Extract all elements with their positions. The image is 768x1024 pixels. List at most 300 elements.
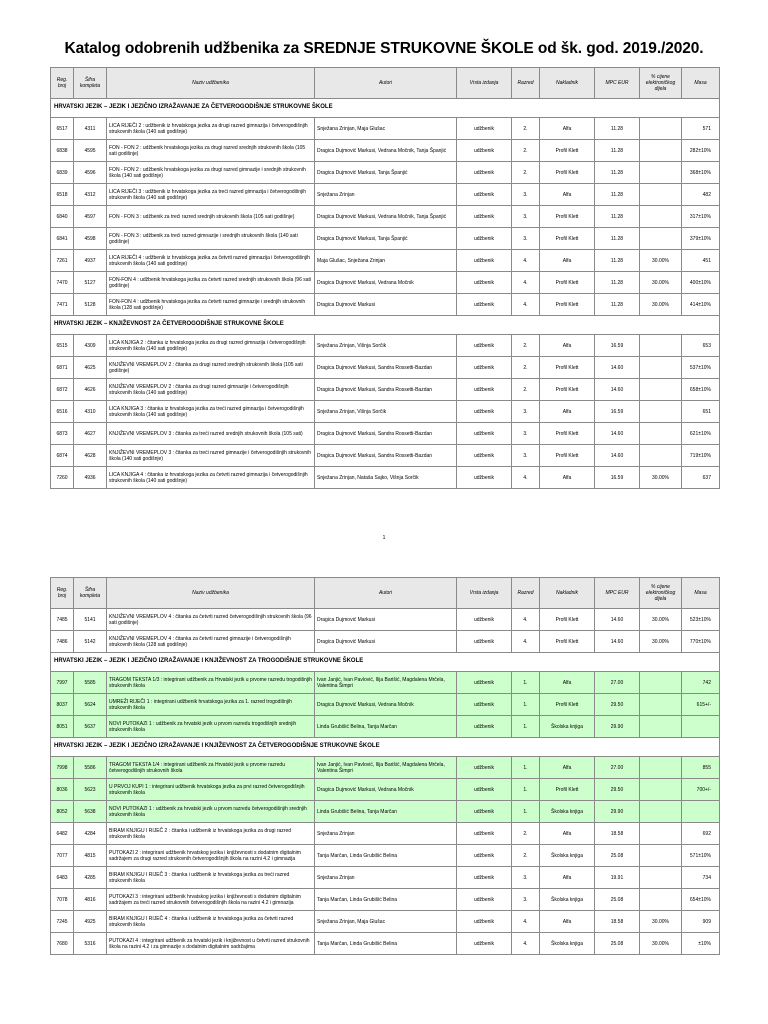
cell-vrsta: udžbenik bbox=[457, 250, 512, 272]
cell-masa: 317±10% bbox=[682, 206, 720, 228]
cell-masa bbox=[682, 801, 720, 823]
cell-masa: 400±10% bbox=[682, 272, 720, 294]
cell-razred: 3. bbox=[512, 184, 540, 206]
table-row bbox=[51, 118, 720, 140]
cell-reg-broj: 8037 bbox=[51, 694, 74, 716]
cell-autori: Dragica Dujmović Markusi, Sandra Rossetti-Bazdan bbox=[315, 379, 457, 401]
table-row bbox=[51, 206, 720, 228]
cell-autori: Snježana Zrinjan bbox=[315, 867, 457, 889]
header-sifra-kompleta: Šifra kompleta bbox=[74, 68, 107, 99]
cell-vrsta: udžbenik bbox=[457, 911, 512, 933]
header-razred: Razred bbox=[512, 68, 540, 99]
page-title: Katalog odobrenih udžbenika za SREDNJE STRUKOVNE ŠKOLE od šk. god. 2019./2020. bbox=[64, 40, 704, 57]
header-mpc: MPC EUR bbox=[595, 68, 640, 99]
cell-nakladnik: Profil Klett bbox=[540, 228, 595, 250]
cell-sifra-kompleta: 5141 bbox=[74, 609, 107, 631]
cell-naziv: PUTOKAZI 3 : integrirani udžbenik hrvatskog jezika i književnosti s dodatnim digitalnim sadržajem za treći razred strukovnih četverogodišnjih škola na razini 4.2 i gimnazija bbox=[107, 889, 315, 911]
cell-postotak: 30.00% bbox=[640, 609, 682, 631]
table-row bbox=[51, 672, 720, 694]
cell-sifra-kompleta: 4596 bbox=[74, 162, 107, 184]
cell-vrsta: udžbenik bbox=[457, 228, 512, 250]
header-row bbox=[51, 68, 720, 99]
cell-reg-broj: 7486 bbox=[51, 631, 74, 653]
cell-sifra-kompleta: 5638 bbox=[74, 801, 107, 823]
cell-vrsta: udžbenik bbox=[457, 779, 512, 801]
section-row bbox=[51, 99, 720, 118]
cell-naziv: LICA KNJIGA 2 : čitanka iz hrvatskoga jezika za drugi razred gimnazija i četverogodišnjih strukovnih škola (140 sati godišnje) bbox=[107, 335, 315, 357]
cell-nakladnik: Alfa bbox=[540, 867, 595, 889]
cell-autori: Tanja Marčan, Linda Grubišić Belina bbox=[315, 889, 457, 911]
cell-nakladnik: Profil Klett bbox=[540, 272, 595, 294]
header-vrsta: Vrsta izdanja bbox=[457, 578, 512, 609]
cell-masa: ±10% bbox=[682, 933, 720, 955]
cell-nakladnik: Alfa bbox=[540, 467, 595, 489]
cell-naziv: KNJIŽEVNI VREMEPLOV 2 : čitanka za drugi razred gimnazije i četverogodišnjih strukovnih škola (140 sati godišnje) bbox=[107, 379, 315, 401]
cell-autori: Snježana Zrinjan, Maja Glušac bbox=[315, 911, 457, 933]
cell-postotak bbox=[640, 423, 682, 445]
cell-sifra-kompleta: 4310 bbox=[74, 401, 107, 423]
cell-razred: 2. bbox=[512, 162, 540, 184]
cell-masa: 692 bbox=[682, 823, 720, 845]
cell-nakladnik: Školska knjiga bbox=[540, 845, 595, 867]
header-nakladnik: Nakladnik bbox=[540, 68, 595, 99]
cell-mpc: 19.91 bbox=[595, 867, 640, 889]
cell-vrsta: udžbenik bbox=[457, 423, 512, 445]
cell-vrsta: udžbenik bbox=[457, 184, 512, 206]
cell-autori: Linda Grubišić Belina, Tanja Marčan bbox=[315, 716, 457, 738]
cell-nakladnik: Profil Klett bbox=[540, 379, 595, 401]
table-row bbox=[51, 845, 720, 867]
cell-sifra-kompleta: 5586 bbox=[74, 757, 107, 779]
cell-reg-broj: 8052 bbox=[51, 801, 74, 823]
cell-nakladnik: Alfa bbox=[540, 823, 595, 845]
cell-reg-broj: 6838 bbox=[51, 140, 74, 162]
cell-masa: 654±10% bbox=[682, 889, 720, 911]
cell-reg-broj: 6482 bbox=[51, 823, 74, 845]
cell-reg-broj: 6840 bbox=[51, 206, 74, 228]
table-row bbox=[51, 357, 720, 379]
cell-naziv: FON - FON 2 : udžbenik hrvatskoga jezika za drugi razred srednjih strukovnih škola (105 sati godišnje) bbox=[107, 140, 315, 162]
cell-nakladnik: Profil Klett bbox=[540, 631, 595, 653]
cell-nakladnik: Školska knjiga bbox=[540, 801, 595, 823]
cell-autori: Dragica Dujmović Markusi, Vedrana Močnik bbox=[315, 779, 457, 801]
cell-masa: 700+/- bbox=[682, 779, 720, 801]
cell-mpc: 14.60 bbox=[595, 379, 640, 401]
cell-masa: 855 bbox=[682, 757, 720, 779]
cell-nakladnik: Profil Klett bbox=[540, 357, 595, 379]
cell-masa: 734 bbox=[682, 867, 720, 889]
header-autori: Autori bbox=[315, 68, 457, 99]
cell-postotak: 30.00% bbox=[640, 933, 682, 955]
cell-vrsta: udžbenik bbox=[457, 933, 512, 955]
table-row bbox=[51, 467, 720, 489]
cell-mpc: 16.59 bbox=[595, 401, 640, 423]
cell-naziv: FON - FON 2 : udžbenik hrvatskoga jezika za drugi razred gimnazije i srednjih strukovnih škola (140 sati godišnje) bbox=[107, 162, 315, 184]
cell-sifra-kompleta: 4816 bbox=[74, 889, 107, 911]
cell-masa: 909 bbox=[682, 911, 720, 933]
cell-naziv: LICA RIJEČI 4 : udžbenik iz hrvatskoga jezika za četvrti razred gimnazija i četverogodišnjih strukovnih škola (140 sati godišnje) bbox=[107, 250, 315, 272]
cell-autori: Snježana Zrinjan, Maja Glušac bbox=[315, 118, 457, 140]
cell-razred: 3. bbox=[512, 423, 540, 445]
cell-vrsta: udžbenik bbox=[457, 867, 512, 889]
table-row bbox=[51, 823, 720, 845]
cell-reg-broj: 7485 bbox=[51, 609, 74, 631]
cell-razred: 4. bbox=[512, 631, 540, 653]
cell-masa: 571±10% bbox=[682, 845, 720, 867]
cell-nakladnik: Alfa bbox=[540, 335, 595, 357]
cell-postotak bbox=[640, 335, 682, 357]
cell-postotak: 30.00% bbox=[640, 467, 682, 489]
cell-vrsta: udžbenik bbox=[457, 757, 512, 779]
cell-sifra-kompleta: 5127 bbox=[74, 272, 107, 294]
cell-mpc: 11.28 bbox=[595, 228, 640, 250]
table-row bbox=[51, 801, 720, 823]
cell-sifra-kompleta: 4598 bbox=[74, 228, 107, 250]
cell-vrsta: udžbenik bbox=[457, 845, 512, 867]
cell-razred: 2. bbox=[512, 845, 540, 867]
cell-reg-broj: 6483 bbox=[51, 867, 74, 889]
cell-nakladnik: Profil Klett bbox=[540, 445, 595, 467]
table-row bbox=[51, 867, 720, 889]
cell-autori: Dragica Dujmović Markusi, Sandra Rossetti-Bazdan bbox=[315, 445, 457, 467]
cell-razred: 3. bbox=[512, 867, 540, 889]
cell-masa: 621±10% bbox=[682, 423, 720, 445]
cell-postotak: 30.00% bbox=[640, 911, 682, 933]
cell-reg-broj: 6872 bbox=[51, 379, 74, 401]
cell-vrsta: udžbenik bbox=[457, 823, 512, 845]
cell-vrsta: udžbenik bbox=[457, 162, 512, 184]
cell-nakladnik: Profil Klett bbox=[540, 694, 595, 716]
cell-autori: Dragica Dujmović Markusi, Sandra Rossetti-Bazdan bbox=[315, 423, 457, 445]
cell-mpc: 18.58 bbox=[595, 911, 640, 933]
table-row bbox=[51, 140, 720, 162]
cell-masa: 719±10% bbox=[682, 445, 720, 467]
cell-nakladnik: Profil Klett bbox=[540, 294, 595, 316]
cell-masa: 571 bbox=[682, 118, 720, 140]
cell-postotak bbox=[640, 401, 682, 423]
cell-vrsta: udžbenik bbox=[457, 467, 512, 489]
cell-masa: 482 bbox=[682, 184, 720, 206]
cell-masa bbox=[682, 716, 720, 738]
cell-sifra-kompleta: 4312 bbox=[74, 184, 107, 206]
cell-nakladnik: Alfa bbox=[540, 911, 595, 933]
cell-nakladnik: Školska knjiga bbox=[540, 716, 595, 738]
section-title: HRVATSKI JEZIK – JEZIK I JEZIČNO IZRAŽAVANJE ZA ČETVEROGODIŠNJE STRUKOVNE ŠKOLE bbox=[51, 99, 720, 118]
cell-autori: Ivan Janjić, Ivan Pavlović, Ilija Barišić, Magdalena Mrčela, Valentina Šimpri bbox=[315, 672, 457, 694]
table-row bbox=[51, 757, 720, 779]
cell-razred: 4. bbox=[512, 272, 540, 294]
cell-reg-broj: 8051 bbox=[51, 716, 74, 738]
cell-sifra-kompleta: 4815 bbox=[74, 845, 107, 867]
cell-vrsta: udžbenik bbox=[457, 401, 512, 423]
cell-reg-broj: 7998 bbox=[51, 757, 74, 779]
section-row bbox=[51, 738, 720, 757]
header-razred: Razred bbox=[512, 578, 540, 609]
cell-mpc: 25.08 bbox=[595, 889, 640, 911]
header-masa: Masa bbox=[682, 578, 720, 609]
cell-mpc: 16.59 bbox=[595, 335, 640, 357]
cell-mpc: 14.60 bbox=[595, 445, 640, 467]
cell-masa: 770±10% bbox=[682, 631, 720, 653]
table-row bbox=[51, 779, 720, 801]
cell-vrsta: udžbenik bbox=[457, 379, 512, 401]
header-vrsta: Vrsta izdanja bbox=[457, 68, 512, 99]
cell-naziv: LICA KNJIGA 3 : čitanka iz hrvatskoga jezika za treći razred gimnazija i četverogodišnjih strukovnih škola (140 sati godišnje) bbox=[107, 401, 315, 423]
cell-sifra-kompleta: 4626 bbox=[74, 379, 107, 401]
cell-vrsta: udžbenik bbox=[457, 716, 512, 738]
cell-postotak bbox=[640, 716, 682, 738]
cell-postotak bbox=[640, 757, 682, 779]
cell-reg-broj: 6871 bbox=[51, 357, 74, 379]
cell-reg-broj: 7680 bbox=[51, 933, 74, 955]
cell-sifra-kompleta: 4936 bbox=[74, 467, 107, 489]
cell-sifra-kompleta: 5623 bbox=[74, 779, 107, 801]
cell-sifra-kompleta: 4625 bbox=[74, 357, 107, 379]
table-row bbox=[51, 228, 720, 250]
cell-naziv: TRAGOM TEKSTA 1/4 : integrirani udžbenik za Hrvatski jezik u prvome razredu četverogodišnjih strukovnih škola bbox=[107, 757, 315, 779]
table-row bbox=[51, 716, 720, 738]
cell-razred: 2. bbox=[512, 379, 540, 401]
cell-mpc: 29.90 bbox=[595, 716, 640, 738]
cell-autori: Dragica Dujmović Markusi bbox=[315, 631, 457, 653]
cell-razred: 4. bbox=[512, 294, 540, 316]
cell-masa: 653 bbox=[682, 335, 720, 357]
cell-mpc: 25.08 bbox=[595, 933, 640, 955]
table-row bbox=[51, 933, 720, 955]
section-row bbox=[51, 316, 720, 335]
cell-naziv: PUTOKAZI 2 : integrirani udžbenik hrvatskog jezika i književnosti s dodatnim digitalnim sadržajem za drugi razred strukovnih četverogodišnjih škola na razini 4.2 i gimnazija bbox=[107, 845, 315, 867]
cell-sifra-kompleta: 4285 bbox=[74, 867, 107, 889]
cell-naziv: BIRAM KNJIGU I RIJEČ 4 : čitanka i udžbenik iz hrvatskoga jezika za četvrti razred strukovnih škola bbox=[107, 911, 315, 933]
cell-mpc: 29.50 bbox=[595, 779, 640, 801]
cell-postotak bbox=[640, 118, 682, 140]
cell-vrsta: udžbenik bbox=[457, 357, 512, 379]
cell-autori: Snježana Zrinjan bbox=[315, 823, 457, 845]
cell-naziv: FON-FON 4 : udžbenik hrvatskoga jezika za četvrti razred gimnazije i srednjih strukovnih škola (128 sati godišnje) bbox=[107, 294, 315, 316]
cell-nakladnik: Alfa bbox=[540, 401, 595, 423]
cell-masa: 368±10% bbox=[682, 162, 720, 184]
cell-postotak bbox=[640, 867, 682, 889]
cell-sifra-kompleta: 5624 bbox=[74, 694, 107, 716]
cell-postotak bbox=[640, 801, 682, 823]
cell-sifra-kompleta: 4925 bbox=[74, 911, 107, 933]
cell-naziv: KNJIŽEVNI VREMEPLOV 3 : čitanka za treći razred gimnazije i četverogodišnjih strukovnih škola (140 sati godišnje) bbox=[107, 445, 315, 467]
cell-razred: 3. bbox=[512, 401, 540, 423]
cell-postotak bbox=[640, 889, 682, 911]
cell-razred: 1. bbox=[512, 801, 540, 823]
cell-vrsta: udžbenik bbox=[457, 694, 512, 716]
cell-mpc: 27.00 bbox=[595, 672, 640, 694]
cell-postotak bbox=[640, 140, 682, 162]
section-title: HRVATSKI JEZIK – JEZIK I JEZIČNO IZRAŽAVANJE I KNJIŽEVNOST ZA TROGODIŠNJE STRUKOVNE ŠKOLE bbox=[51, 653, 720, 672]
cell-mpc: 11.28 bbox=[595, 140, 640, 162]
cell-masa: 282±10% bbox=[682, 140, 720, 162]
cell-sifra-kompleta: 4628 bbox=[74, 445, 107, 467]
cell-reg-broj: 6873 bbox=[51, 423, 74, 445]
cell-reg-broj: 7077 bbox=[51, 845, 74, 867]
cell-sifra-kompleta: 4284 bbox=[74, 823, 107, 845]
cell-postotak bbox=[640, 162, 682, 184]
cell-mpc: 25.08 bbox=[595, 845, 640, 867]
cell-postotak bbox=[640, 694, 682, 716]
cell-razred: 2. bbox=[512, 140, 540, 162]
cell-nakladnik: Školska knjiga bbox=[540, 933, 595, 955]
cell-reg-broj: 7471 bbox=[51, 294, 74, 316]
cell-masa: 537±10% bbox=[682, 357, 720, 379]
cell-naziv: KNJIŽEVNI VREMEPLOV 4 : čitanka za četvrti razred četverogodišnjih strukovnih škola (96 sati godišnje) bbox=[107, 609, 315, 631]
cell-mpc: 18.58 bbox=[595, 823, 640, 845]
cell-nakladnik: Alfa bbox=[540, 757, 595, 779]
cell-nakladnik: Alfa bbox=[540, 672, 595, 694]
cell-mpc: 27.00 bbox=[595, 757, 640, 779]
table-row bbox=[51, 184, 720, 206]
cell-mpc: 14.60 bbox=[595, 357, 640, 379]
header-sifra-kompleta: Šifra kompleta bbox=[74, 578, 107, 609]
cell-razred: 2. bbox=[512, 335, 540, 357]
cell-postotak: 30.00% bbox=[640, 250, 682, 272]
cell-razred: 2. bbox=[512, 357, 540, 379]
cell-masa: 379±10% bbox=[682, 228, 720, 250]
cell-naziv: BIRAM KNJIGU I RIJEČ 3 : čitanka i udžbenik iz hrvatskoga jezika za treći razred strukovnih škola bbox=[107, 867, 315, 889]
cell-postotak bbox=[640, 228, 682, 250]
header-nakladnik: Nakladnik bbox=[540, 578, 595, 609]
table-row bbox=[51, 445, 720, 467]
header-row bbox=[51, 578, 720, 609]
cell-razred: 1. bbox=[512, 757, 540, 779]
cell-autori: Dragica Dujmović Markusi, Tanja Španjić bbox=[315, 228, 457, 250]
cell-naziv: BIRAM KNJIGU I RIJEČ 2 : čitanka i udžbenik iz hrvatskoga jezika za drugi razred strukovnih škola bbox=[107, 823, 315, 845]
cell-autori: Dragica Dujmović Markusi bbox=[315, 294, 457, 316]
cell-postotak bbox=[640, 379, 682, 401]
table-row bbox=[51, 423, 720, 445]
cell-autori: Tanja Marčan, Linda Grubišić Belina bbox=[315, 845, 457, 867]
cell-postotak: 30.00% bbox=[640, 272, 682, 294]
cell-mpc: 29.90 bbox=[595, 801, 640, 823]
cell-reg-broj: 6516 bbox=[51, 401, 74, 423]
catalog-table-page-1 bbox=[50, 67, 720, 489]
page-number: 1 bbox=[382, 535, 386, 541]
cell-razred: 4. bbox=[512, 911, 540, 933]
cell-nakladnik: Profil Klett bbox=[540, 162, 595, 184]
cell-autori: Maja Glušac, Snježana Zrinjan bbox=[315, 250, 457, 272]
cell-vrsta: udžbenik bbox=[457, 140, 512, 162]
cell-nakladnik: Profil Klett bbox=[540, 140, 595, 162]
cell-sifra-kompleta: 4627 bbox=[74, 423, 107, 445]
cell-mpc: 11.28 bbox=[595, 294, 640, 316]
header-reg-broj: Reg. broj bbox=[51, 68, 74, 99]
header-naziv: Naziv udžbenika bbox=[107, 578, 315, 609]
cell-sifra-kompleta: 5128 bbox=[74, 294, 107, 316]
cell-masa: 414±10% bbox=[682, 294, 720, 316]
cell-vrsta: udžbenik bbox=[457, 889, 512, 911]
cell-mpc: 29.50 bbox=[595, 694, 640, 716]
cell-autori: Snježana Zrinjan bbox=[315, 184, 457, 206]
cell-reg-broj: 6515 bbox=[51, 335, 74, 357]
cell-mpc: 11.28 bbox=[595, 206, 640, 228]
cell-autori: Dragica Dujmović Markusi, Vedrana Močnik, Tanja Španjić bbox=[315, 140, 457, 162]
cell-razred: 3. bbox=[512, 445, 540, 467]
cell-naziv: FON - FON 3 : udžbenik za treći razred gimnazije i srednjih strukovnih škola (140 sati godišnje) bbox=[107, 228, 315, 250]
cell-masa: 742 bbox=[682, 672, 720, 694]
cell-reg-broj: 6839 bbox=[51, 162, 74, 184]
section-row bbox=[51, 653, 720, 672]
cell-masa: 615+/- bbox=[682, 694, 720, 716]
cell-naziv: U PRVOJ KUPI 1 : integrirani udžbenik hrvatskoga jezika za prvi razred četverogodišnjih strukovnih škola bbox=[107, 779, 315, 801]
cell-autori: Dragica Dujmović Markusi, Tanja Španjić bbox=[315, 162, 457, 184]
cell-sifra-kompleta: 4311 bbox=[74, 118, 107, 140]
cell-naziv: LICA RIJEČI 2 : udžbenik iz hrvatskoga jezika za drugi razred gimnazija i četverogodišnjih strukovnih škola (140 sati godišnje) bbox=[107, 118, 315, 140]
header-naziv: Naziv udžbenika bbox=[107, 68, 315, 99]
cell-masa: 637 bbox=[682, 467, 720, 489]
cell-nakladnik: Profil Klett bbox=[540, 779, 595, 801]
section-title: HRVATSKI JEZIK – JEZIK I JEZIČNO IZRAŽAVANJE I KNJIŽEVNOST ZA ČETVEROGODIŠNJE STRUKOVNE ŠKOLE bbox=[51, 738, 720, 757]
table-row bbox=[51, 631, 720, 653]
cell-reg-broj: 6517 bbox=[51, 118, 74, 140]
cell-mpc: 14.60 bbox=[595, 423, 640, 445]
cell-sifra-kompleta: 5316 bbox=[74, 933, 107, 955]
cell-razred: 4. bbox=[512, 250, 540, 272]
cell-nakladnik: Profil Klett bbox=[540, 423, 595, 445]
cell-naziv: PUTOKAZI 4 : integrirani udžbenik za hrvatski jezik i književnost u četvrti razred strukovnih škola na razini 4.2 i za gimnazije s dodatnim digitalnim sadržajima bbox=[107, 933, 315, 955]
cell-mpc: 11.28 bbox=[595, 118, 640, 140]
cell-postotak bbox=[640, 845, 682, 867]
cell-reg-broj: 7245 bbox=[51, 911, 74, 933]
cell-postotak: 30.00% bbox=[640, 631, 682, 653]
cell-autori: Snježana Zrinjan, Nataša Sajko, Višnja Sorčik bbox=[315, 467, 457, 489]
catalog-table-page-2 bbox=[50, 577, 720, 955]
cell-naziv: UMREŽI RIJEČI 1 : integrirani udžbenik hrvatskoga jezika za 1. razred trogodišnjih strukovnih škola bbox=[107, 694, 315, 716]
cell-sifra-kompleta: 4309 bbox=[74, 335, 107, 357]
cell-nakladnik: Alfa bbox=[540, 250, 595, 272]
cell-sifra-kompleta: 4595 bbox=[74, 140, 107, 162]
cell-naziv: FON - FON 3 : udžbenik za treći razred srednjih strukovnih škola (105 sati godišnje) bbox=[107, 206, 315, 228]
cell-razred: 4. bbox=[512, 467, 540, 489]
cell-naziv: NOVI PUTOKAZI 1 : udžbenik za hrvatski jezik u prvom razredu trogodišnjih srednjih strukovnih škola bbox=[107, 716, 315, 738]
table-row bbox=[51, 694, 720, 716]
cell-reg-broj: 7470 bbox=[51, 272, 74, 294]
cell-sifra-kompleta: 4937 bbox=[74, 250, 107, 272]
cell-naziv: NOVI PUTOKAZI 1 : udžbenik za hrvatski jezik u prvom razredu četverogodišnjih srednjih strukovnih škola bbox=[107, 801, 315, 823]
cell-naziv: LICA RIJEČI 3 : udžbenik iz hrvatskoga jezika za treći razred gimnazija i četverogodišnjih strukovnih škola (140 sati godišnje) bbox=[107, 184, 315, 206]
header-autori: Autori bbox=[315, 578, 457, 609]
cell-nakladnik: Alfa bbox=[540, 118, 595, 140]
cell-postotak bbox=[640, 823, 682, 845]
cell-reg-broj: 7261 bbox=[51, 250, 74, 272]
cell-autori: Linda Grubišić Belina, Tanja Marčan bbox=[315, 801, 457, 823]
cell-naziv: LICA KNJIGA 4 : čitanka iz hrvatskoga jezika za četvrti razred gimnazija i četverogodišnjih strukovnih škola (140 sati godišnje) bbox=[107, 467, 315, 489]
cell-vrsta: udžbenik bbox=[457, 335, 512, 357]
cell-razred: 3. bbox=[512, 889, 540, 911]
header-postotak: % cijene elektroničkog dijela bbox=[640, 578, 682, 609]
cell-postotak bbox=[640, 357, 682, 379]
cell-razred: 1. bbox=[512, 672, 540, 694]
cell-reg-broj: 6518 bbox=[51, 184, 74, 206]
cell-postotak bbox=[640, 672, 682, 694]
cell-masa: 651 bbox=[682, 401, 720, 423]
cell-razred: 1. bbox=[512, 694, 540, 716]
cell-razred: 1. bbox=[512, 779, 540, 801]
cell-naziv: TRAGOM TEKSTA 1/3 : integrirani udžbenik za Hrvatski jezik u prvome razredu trogodišnjih strukovnih škola bbox=[107, 672, 315, 694]
cell-vrsta: udžbenik bbox=[457, 272, 512, 294]
cell-mpc: 14.60 bbox=[595, 631, 640, 653]
cell-vrsta: udžbenik bbox=[457, 206, 512, 228]
cell-razred: 3. bbox=[512, 228, 540, 250]
cell-mpc: 11.28 bbox=[595, 162, 640, 184]
cell-naziv: FON-FON 4 : udžbenik hrvatskoga jezika za četvrti razred srednjih strukovnih škola (96 sati godišnje) bbox=[107, 272, 315, 294]
cell-autori: Snježana Zrinjan, Višnja Sorčik bbox=[315, 401, 457, 423]
cell-naziv: KNJIŽEVNI VREMEPLOV 2 : čitanka za drugi razred srednjih strukovnih škola (105 sati godišnje) bbox=[107, 357, 315, 379]
cell-razred: 1. bbox=[512, 716, 540, 738]
